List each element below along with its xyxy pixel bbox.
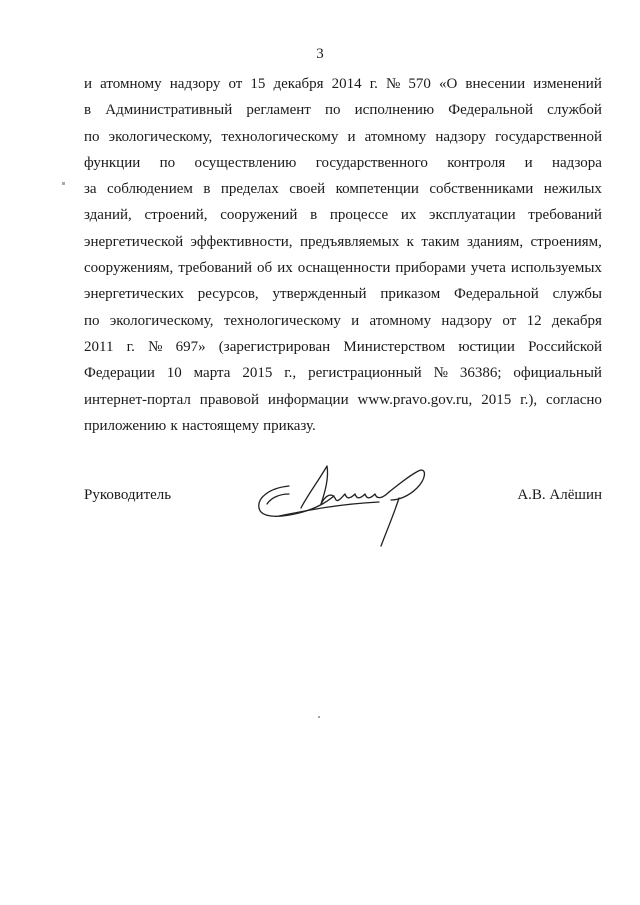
word: и (351, 312, 360, 329)
word: процессе (329, 207, 389, 224)
word: предъявляемых (299, 233, 400, 250)
word: интернет-портал (84, 391, 191, 408)
word: г. (369, 76, 378, 92)
word: № (433, 365, 448, 382)
word: по (324, 102, 341, 119)
word: 697» (175, 338, 206, 355)
word: по (84, 312, 100, 329)
signer-position: Руководитель (84, 487, 172, 503)
text-line (84, 150, 602, 176)
word: эксплуатации (429, 207, 516, 224)
word: энергетической (84, 233, 184, 250)
word: Федеральной (454, 286, 539, 303)
page-number: 3 (316, 46, 324, 62)
signature-block (84, 484, 602, 554)
word: по (84, 128, 100, 145)
text-line (84, 387, 602, 413)
word: 15 (250, 76, 266, 92)
word: от (502, 312, 517, 329)
word: № (386, 76, 401, 92)
word: атомному (100, 76, 162, 92)
text-line (84, 360, 602, 386)
word: юстиции (458, 338, 515, 355)
word: своей (289, 181, 326, 198)
word: оснащенности (297, 260, 391, 277)
word: компетенции (335, 181, 419, 198)
word: исполнению (354, 102, 435, 119)
word: атомному (369, 312, 432, 329)
word: государственной (495, 128, 602, 145)
word: сооружений (220, 207, 298, 224)
word: службой (547, 102, 602, 119)
word: надзора (551, 154, 602, 171)
text-line (84, 229, 602, 255)
text-line (84, 176, 602, 202)
word: в (203, 181, 211, 198)
word: приложению (84, 417, 167, 434)
word: эффективности, (190, 233, 293, 250)
signer-name: А.В. Алёшин (517, 487, 602, 503)
word: утвержденный (272, 286, 367, 303)
word: экологическому, (108, 128, 213, 145)
word: учета (470, 260, 506, 277)
word: официальный (513, 365, 602, 382)
word: настоящему (181, 417, 259, 434)
word: 2014 (331, 76, 362, 92)
word: 570 (408, 76, 431, 92)
word: в (310, 207, 318, 224)
word: их (277, 260, 293, 277)
word: информации (267, 391, 349, 408)
word: приказом (380, 286, 441, 303)
text-line (84, 308, 602, 334)
word: соблюдением (107, 181, 193, 198)
word: к (170, 417, 178, 434)
word: Министерством (343, 338, 446, 355)
word: Федерации (84, 365, 155, 382)
word: пределах (220, 181, 279, 198)
word: согласно (546, 391, 602, 408)
word: к (406, 233, 414, 250)
word: и (347, 128, 356, 145)
word: www.pravo.gov.ru, (357, 391, 473, 408)
word: регистрационный (308, 365, 422, 382)
word: приказу. (263, 417, 316, 434)
word: г.), (520, 391, 538, 408)
word: строений, (144, 207, 208, 224)
document-body-text (84, 71, 602, 439)
word: зданиям, (466, 233, 524, 250)
word: технологическому (223, 312, 341, 329)
word: государственного (315, 154, 428, 171)
word: приборами (395, 260, 466, 277)
text-line (84, 124, 602, 150)
word: зданий, (84, 207, 132, 224)
word: экологическому, (109, 312, 214, 329)
word: 2015 (242, 365, 273, 382)
word: требований (528, 207, 602, 224)
word: 2011 (84, 338, 114, 355)
word: надзору (441, 312, 493, 329)
word: об (257, 260, 273, 277)
word: технологическому (221, 128, 339, 145)
text-line (84, 281, 602, 307)
text-line (84, 202, 602, 228)
word: № (148, 338, 163, 355)
word: (зарегистрирован (218, 338, 331, 355)
handwritten-signature (249, 458, 449, 548)
word: изменений (533, 76, 602, 92)
word: и (524, 154, 533, 171)
word: осуществлению (194, 154, 297, 171)
word: надзору (435, 128, 486, 145)
word: атомному (364, 128, 427, 145)
word: 36386; (459, 365, 502, 382)
word: 2015 (481, 391, 512, 408)
word: контроля (447, 154, 506, 171)
word: 12 (526, 312, 542, 329)
text-line (84, 255, 602, 281)
word: марта (193, 365, 231, 382)
scan-speck (62, 182, 65, 185)
word: внесении (465, 76, 526, 92)
text-line (84, 334, 602, 360)
word: таким (421, 233, 460, 250)
word: надзору (169, 76, 221, 92)
word: регламент (246, 102, 311, 119)
word: г. (126, 338, 135, 355)
word: правовой (199, 391, 259, 408)
word: «О (438, 76, 458, 92)
word: нежилых (543, 181, 602, 198)
text-line (84, 413, 602, 439)
word: их (400, 207, 417, 224)
word: строениям, (530, 233, 602, 250)
word: по (159, 154, 176, 171)
word: используемых (510, 260, 602, 277)
word: г., (284, 365, 297, 382)
word: декабря (551, 312, 602, 329)
word: за (84, 181, 97, 198)
word: и (84, 76, 93, 92)
word: требований (178, 260, 252, 277)
word: службы (552, 286, 602, 303)
word: 10 (166, 365, 182, 382)
word: Федеральной (448, 102, 534, 119)
word: ресурсов, (197, 286, 259, 303)
text-line (84, 97, 602, 123)
text-line (84, 71, 602, 97)
word: сооружениям, (84, 260, 174, 277)
word: от (228, 76, 243, 92)
word: в (84, 102, 92, 119)
word: Административный (105, 102, 233, 119)
word: энергетических (84, 286, 184, 303)
word: собственниками (429, 181, 534, 198)
word: функции (84, 154, 141, 171)
word: декабря (273, 76, 324, 92)
scan-speck (318, 716, 320, 718)
word: Российской (528, 338, 602, 355)
